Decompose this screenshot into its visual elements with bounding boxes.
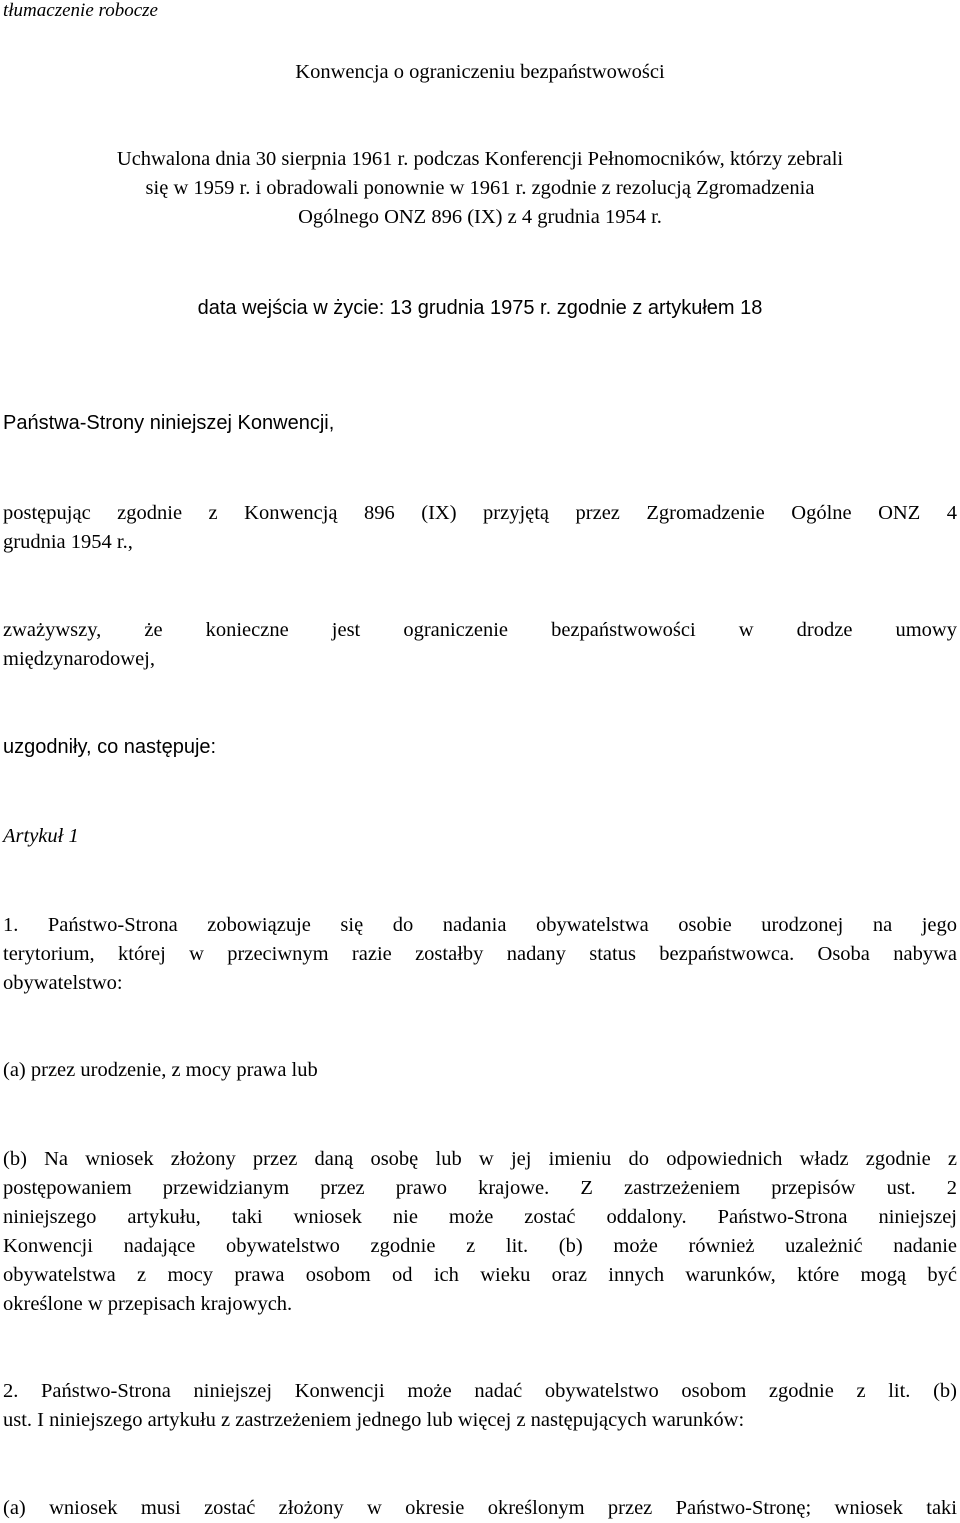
considering-line-2: międzynarodowej,: [3, 648, 155, 670]
para1-line-2: terytorium, której w przeciwnym razie zostałby nadany status bezpaństwowca. Osoba nabywa: [3, 943, 957, 965]
point-b-line-1: (b) Na wniosek złożony przez daną osobę lub w jej imieniu do odpowiednich władz zgodnie z: [3, 1148, 957, 1170]
para2-line-2: ust. I niniejszego artykułu z zastrzeżeniem jednego lub więcej z następujących warunków:: [3, 1409, 745, 1431]
para1-line-3: obywatelstwo:: [3, 972, 123, 994]
entry-into-force: data wejścia w życie: 13 grudnia 1975 r. zgodnie z artykułem 18: [197, 297, 763, 319]
acting-line-1: postępując zgodnie z Konwencją 896 (IX) przyjętą przez Zgromadzenie Ogólne ONZ 4: [3, 502, 957, 524]
point-b-line-2: postępowaniem przewidzianym przez prawo krajowe. Z zastrzeżeniem przepisów ust. 2: [3, 1177, 957, 1199]
adoption-line-3: Ogólnego ONZ 896 (IX) z 4 grudnia 1954 r.: [298, 206, 662, 228]
article-heading: Artykuł 1: [3, 825, 79, 847]
para1-line-1: 1. Państwo-Strona zobowiązuje się do nadania obywatelstwa osobie urodzonej na jego: [3, 914, 957, 936]
point-b-line-4: Konwencji nadające obywatelstwo zgodnie z lit. (b) może również uzależnić nadanie: [3, 1235, 957, 1257]
header-note: tłumaczenie robocze: [3, 0, 158, 21]
acting-line-2: grudnia 1954 r.,: [3, 531, 133, 553]
document-title: Konwencja o ograniczeniu bezpaństwowości: [295, 61, 665, 83]
parties-line: Państwa-Strony niniejszej Konwencji,: [3, 412, 335, 434]
point-b-line-5: obywatelstwa z mocy prawa osobom od ich wieku oraz innych warunków, które mogą być: [3, 1264, 957, 1286]
point-b-line-6: określone w przepisach krajowych.: [3, 1293, 293, 1315]
point-b-line-3: niniejszego artykułu, taki wniosek nie może zostać oddalony. Państwo-Strona niniejszej: [3, 1206, 957, 1228]
adoption-line-1: Uchwalona dnia 30 sierpnia 1961 r. podczas Konferencji Pełnomocników, którzy zebrali: [116, 148, 844, 170]
para2-point-a: (a) wniosek musi zostać złożony w okresie określonym przez Państwo-Stronę; wniosek taki: [3, 1497, 957, 1519]
considering-line-1: zważywszy, że konieczne jest ograniczenie bezpaństwowości w drodze umowy: [3, 619, 957, 641]
agreed-line: uzgodniły, co następuje:: [3, 736, 217, 758]
point-a: (a) przez urodzenie, z mocy prawa lub: [3, 1059, 318, 1081]
para2-line-1: 2. Państwo-Strona niniejszej Konwencji może nadać obywatelstwo osobom zgodnie z lit. (b): [3, 1380, 957, 1402]
adoption-line-2: się w 1959 r. i obradowali ponownie w 1961 r. zgodnie z rezolucją Zgromadzenia: [145, 177, 815, 199]
